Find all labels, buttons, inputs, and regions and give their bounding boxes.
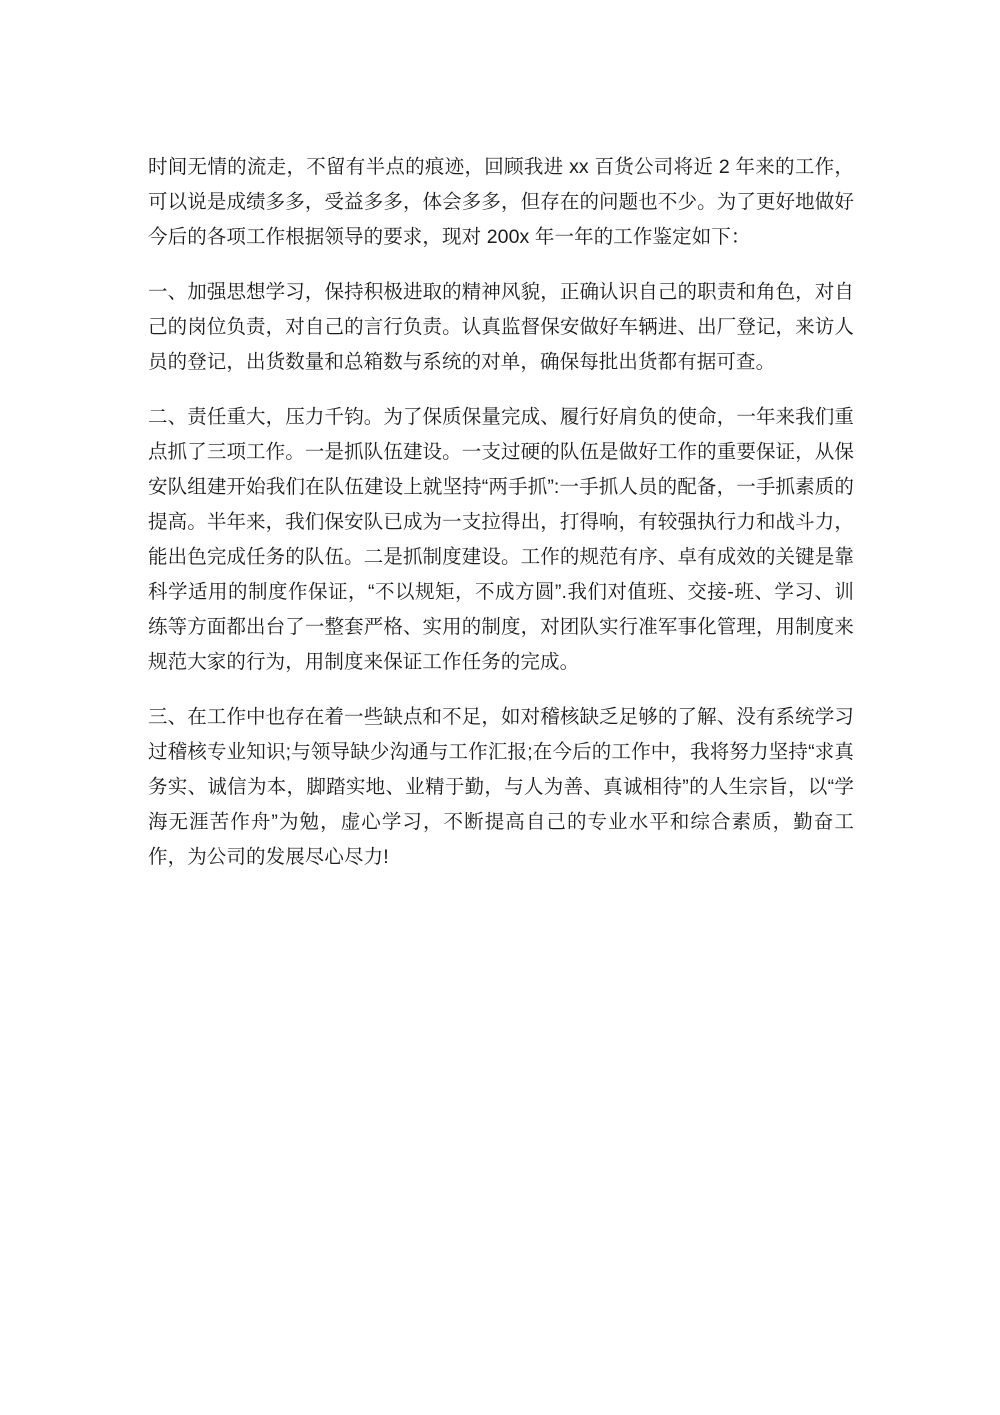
paragraph-intro: 时间无情的流走，不留有半点的痕迹，回顾我进 xx 百货公司将近 2 年来的工作，可以说是成绩多多，受益多多，体会多多，但存在的问题也不少。为了更好地做好今后的各项工作根据领导的要求，现对 200x 年一年的工作鉴定如下：: [148, 156, 854, 248]
paragraph-section-three: 三、在工作中也存在着一些缺点和不足，如对稽核缺乏足够的了解、没有系统学习过稽核专业知识;与领导缺少沟通与工作汇报;在今后的工作中，我将努力坚持“求真务实、诚信为本，脚踏实地、业精于勤，与人为善、真诚相待”的人生宗旨，以“学海无涯苦作舟”为勉，虚心学习，不断提高自己的专业水平和综合素质，勤奋工作，为公司的发展尽心尽力!: [148, 706, 854, 868]
paragraph-section-two: 二、责任重大，压力千钧。为了保质保量完成、履行好肩负的使命，一年来我们重点抓了三项工作。一是抓队伍建设。一支过硬的队伍是做好工作的重要保证，从保安队组建开始我们在队伍建设上就坚持“两手抓”:一手抓人员的配备，一手抓素质的提高。半年来，我们保安队已成为一支拉得出，打得响，有较强执行力和战斗力，能出色完成任务的队伍。二是抓制度建设。工作的规范有序、卓有成效的关键是靠科学适用的制度作保证，“不以规矩，不成方圆”.我们对值班、交接-班、学习、训练等方面都出台了一整套严格、实用的制度，对团队实行准军事化管理，用制度来规范大家的行为，用制度来保证工作任务的完成。: [148, 406, 854, 673]
paragraph-section-one: 一、加强思想学习，保持积极进取的精神风貌，正确认识自己的职责和角色，对自己的岗位负责，对自己的言行负责。认真监督保安做好车辆进、出厂登记，来访人员的登记，出货数量和总箱数与系统的对单，确保每批出货都有据可查。: [148, 281, 854, 373]
document-text-body: [148, 150, 854, 875]
